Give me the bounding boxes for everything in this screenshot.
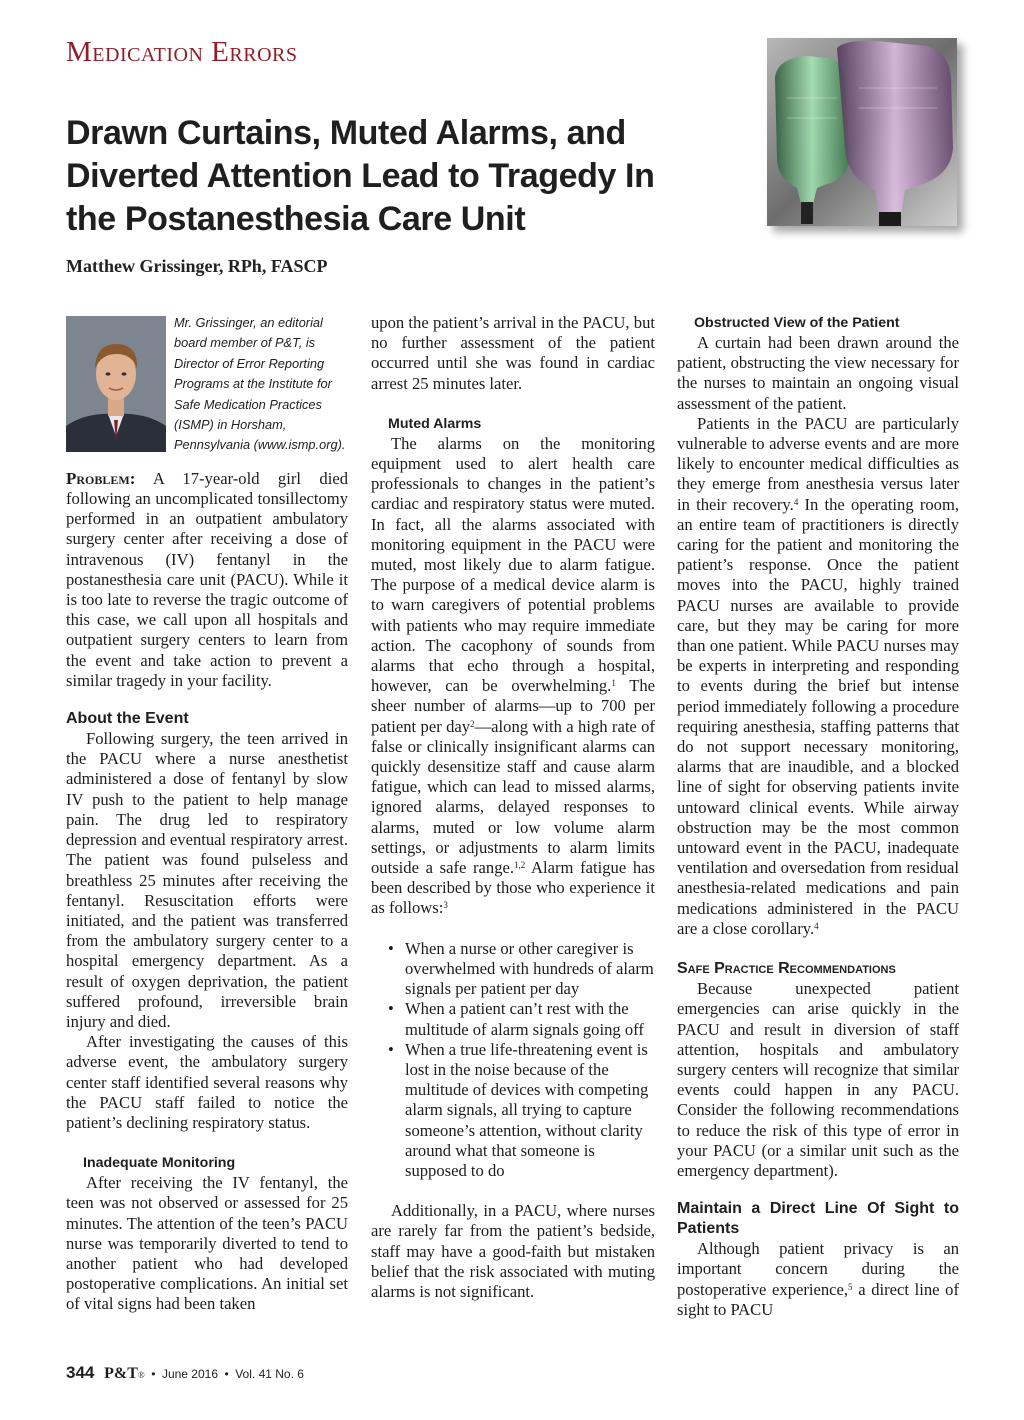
- problem-lead: Problem:: [66, 468, 136, 488]
- article-title: Drawn Curtains, Muted Alarms, and Diverted Attention Lead to Tragedy In the Postanesthesia Care Unit: [66, 114, 655, 238]
- section-label: Medication Errors: [66, 36, 298, 68]
- author-bio-box: [66, 313, 348, 456]
- problem-paragraph: [66, 469, 348, 691]
- heading-muted-alarms: Muted Alarms: [388, 415, 482, 432]
- muted-paragraph: The alarms on the monitoring equipment used to alert health care professionals to changes in the patient’s cardiac and respiratory status were muted. In fact, all the alarms associated with monitoring equipment in the PACU were muted, most likely due to alarm fatigue. The purpose of a medical device alarm is to warn caregivers of potential problems with patients who may require immediate action. The cacophony of sounds from alarms that echo through a hospital, however, can be overwhelming.$^1$ The sheer number of alarms—up to 700 per patient per day$^2$—along with a high rate of false or clinically insignificant alarms can quickly desensitize staff and cause alarm fatigue, which can lead to missed alarms, ignored alarms, delayed responses to alarms, muted or low volume alarm settings, or adjustments to alarm limits outside a safe range.$^{1,2}$ Alarm fatigue has been described by those who experience it as follows:$^3$: [371, 433, 655, 918]
- list-item: • When a nurse or other caregiver is overwhelmed with hundreds of alarm signals per patient per day: [405, 939, 655, 1000]
- journal-name: P&T: [104, 1365, 138, 1382]
- list-item: • When a patient can’t rest with the multitude of alarm signals going off: [405, 999, 655, 1039]
- obstructed-paragraph-1: A curtain had been drawn around the patient, obstructing the view necessary for the nurses to maintain an ongoing visual assessment of the patient.: [677, 333, 959, 413]
- continued-paragraph: upon the patient’s arrival in the PACU, but no further assessment of the patient occurred until she was found in cardiac arrest 25 minutes later.: [371, 313, 655, 393]
- heading-safe-practice: Safe Practice Recommendations: [677, 960, 896, 978]
- iv-bags-photo: [767, 38, 957, 226]
- heading-obstructed-view: Obstructed View of the Patient: [694, 315, 900, 331]
- registered-mark: ®: [137, 1370, 145, 1380]
- page-footer: [66, 1363, 304, 1383]
- author-portrait: [66, 316, 166, 452]
- column-3: [677, 313, 959, 1320]
- about-paragraph-2: After investigating the causes of this adverse event, the ambulatory surgery center staff identified several reasons why the PACU staff failed to notice the patient’s declining respiratory status.: [66, 1032, 348, 1132]
- obstructed-paragraph-2: Patients in the PACU are particularly vulnerable to adverse events and are more likely to encounter medical difficulties as they emerge from anesthesia versus later in their recovery.$^4$ In the operating room, an entire team of practitioners is directly caring for the patient and monitoring the patient’s response. Once the patient moves into the PACU, highly trained PACU nurses are available to provide care, but they may be caring for more than one patient. While PACU nurses may be experts in interpreting and responding to events during the brief but intense period immediately following a procedure requiring anesthesia, staffing patterns that do not support necessary monitoring, alarms that are inaudible, and a blocked line of sight for observing patients invite untoward clinical events. While airway obstruction may be the most common untoward event in the PACU, inadequate ventilation and oversedation from residual anesthesia-related medications and pain medications administered in the PACU are a close corollary.$^4$: [677, 413, 959, 938]
- author-byline: Matthew Grissinger, RPh, FASCP: [66, 256, 328, 276]
- problem-text: A 17-year-old girl died following an uncomplicated tonsillectomy performed in an outpatient ambulatory surgery center after receiving a dose of intravenous (IV) fentanyl in the postanesthesia care unit (PACU). While it is too late to reverse the tragic outcome of this case, we call upon all hospitals and outpatient surgery centers to learn from the event and take action to prevent a similar tragedy in your facility.: [66, 468, 348, 690]
- column-2: [371, 313, 655, 1302]
- inadequate-paragraph: After receiving the IV fentanyl, the teen was not observed or assessed for 25 minutes. The attention of the teen’s PACU nurse was temporarily diverted to tend to another patient who had developed postoperative complications. An initial set of vital signs had been taken: [66, 1173, 348, 1314]
- footer-separator: •: [224, 1367, 229, 1381]
- about-paragraph-1: Following surgery, the teen arrived in the PACU where a nurse anesthetist administered a dose of fentanyl by slow IV push to the patient to help manage pain. The drug led to respiratory depression and eventual respiratory arrest. The patient was found pulseless and breathless 25 minutes after receiving the fentanyl. Resuscitation efforts were initiated, and the patient was transferred from the ambulatory surgery center to a hospital emergency department. As a result of oxygen deprivation, the patient suffered profound, irreversible brain injury and died.: [66, 729, 348, 1031]
- issue-date: June 2016: [161, 1367, 219, 1381]
- column-1: [66, 313, 348, 1315]
- alarm-fatigue-list: [371, 939, 655, 1181]
- page-number: 344: [66, 1363, 95, 1382]
- volume-issue: Vol. 41 No. 6: [235, 1367, 304, 1381]
- additionally-paragraph: Additionally, in a PACU, where nurses are rarely far from the patient’s bedside, staff may have a good-faith but mistaken belief that the risk associated with muting alarms is not significant.: [371, 1201, 655, 1301]
- heading-about-the-event: About the Event: [66, 710, 189, 728]
- list-item: • When a true life-threatening event is lost in the noise because of the multitude of devices with competing alarm signals, all trying to capture someone’s attention, without clarity around what that someone is supposed to do: [405, 1040, 655, 1181]
- author-bio: Mr. Grissinger, an editorial board member of P&T, is Director of Error Reporting Programs at the Institute for Safe Medication Practices (ISMP) in Horsham, Pennsylvania (www.ismp.org).: [174, 315, 346, 453]
- heading-maintain-line-of-sight: Maintain a Direct Line Of Sight to Patients: [677, 1200, 959, 1238]
- footer-separator: •: [151, 1367, 156, 1381]
- safe-practice-paragraph: Because unexpected patient emergencies can arise quickly in the PACU and result in diversion of staff attention, hospitals and ambulatory surgery centers will recognize that similar events could happen in any PACU. Consider the following recommendations to reduce the risk of this type of error in your PACU (or a similar unit such as the emergency department).: [677, 979, 959, 1180]
- maintain-paragraph: Although patient privacy is an important concern during the postoperative experience,$^5$ a direct line of sight to PACU: [677, 1239, 959, 1319]
- heading-inadequate-monitoring: Inadequate Monitoring: [83, 1155, 236, 1172]
